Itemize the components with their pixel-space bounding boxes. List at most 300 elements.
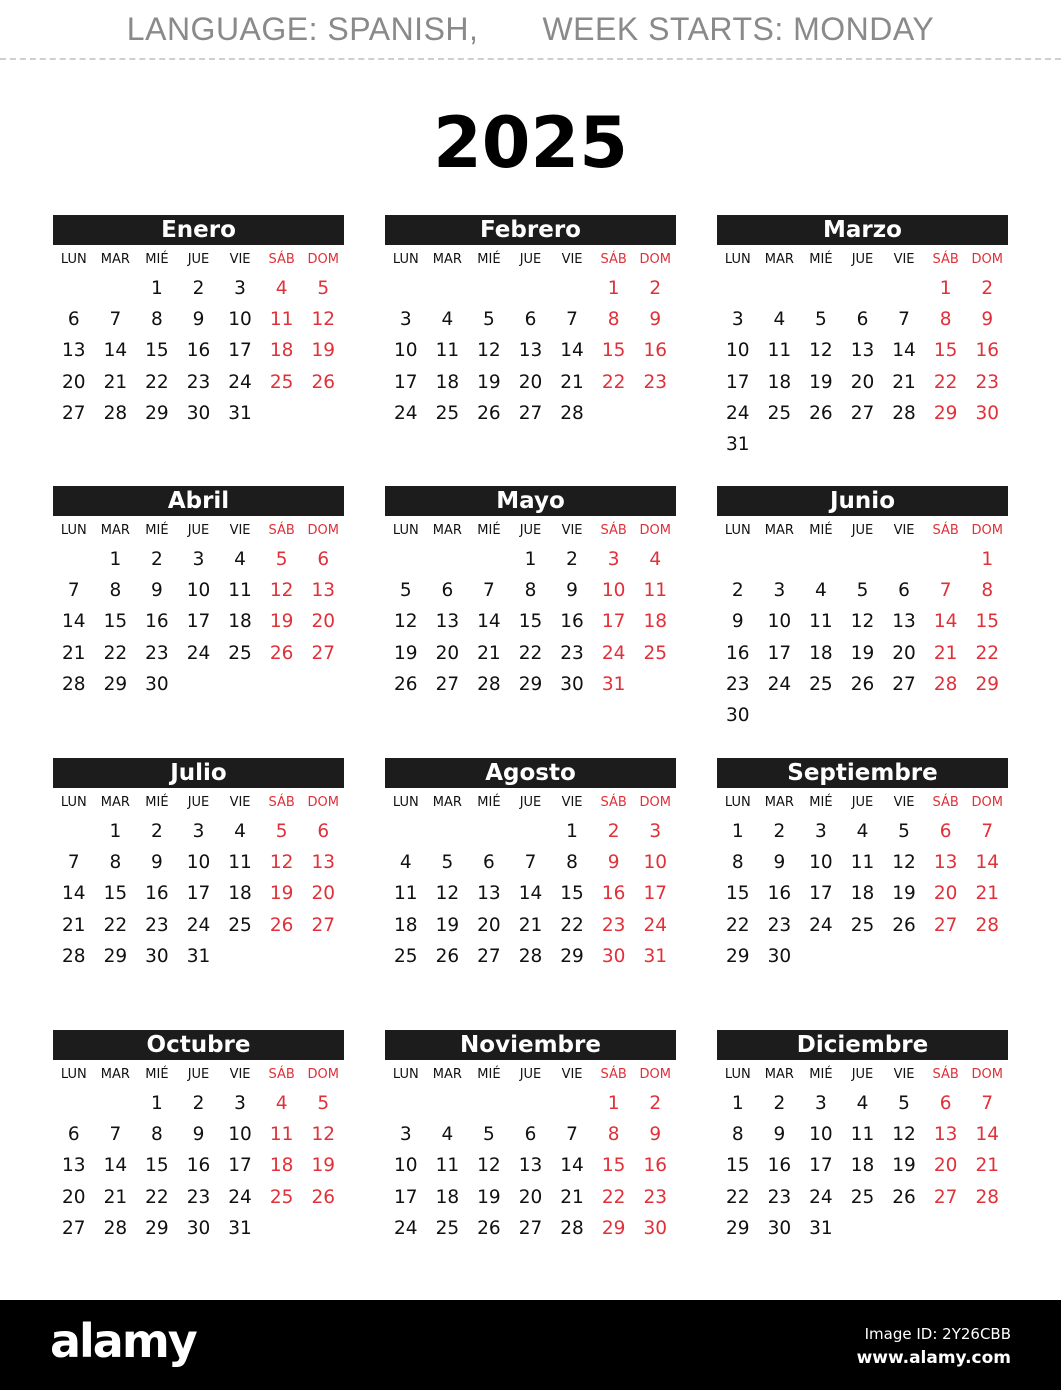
- day-number: 24: [809, 1186, 833, 1208]
- day-number: 2: [773, 1093, 786, 1114]
- image-id-block: [857, 1322, 1011, 1370]
- day-number: 14: [103, 340, 128, 362]
- day-number: 21: [62, 914, 86, 936]
- day-number: 27: [933, 914, 958, 936]
- day-number: 17: [186, 883, 211, 905]
- weekday-label: LUN: [392, 522, 419, 538]
- day-number: 19: [477, 1186, 501, 1208]
- day-number: 19: [850, 642, 875, 664]
- day-number: 19: [311, 1155, 335, 1177]
- day-number: 28: [62, 945, 86, 967]
- days-grid: [53, 273, 344, 429]
- day-number: 18: [435, 1186, 460, 1208]
- day-number: 7: [566, 1124, 578, 1146]
- day-number: 7: [524, 852, 537, 874]
- day-number: 1: [731, 1093, 744, 1114]
- day-number: 15: [518, 611, 543, 633]
- day-number: 29: [933, 402, 958, 424]
- day-number: 24: [228, 1186, 252, 1208]
- weekday-label: MIÉ: [145, 794, 169, 810]
- day-number: 8: [607, 309, 620, 331]
- day-number: 18: [643, 611, 667, 633]
- day-number: 11: [767, 340, 792, 362]
- day-number: 16: [601, 883, 626, 905]
- week-start-label: WEEK STARTS: MONDAY: [542, 11, 935, 47]
- day-number: 8: [151, 309, 163, 331]
- days-grid: [717, 1088, 1008, 1244]
- day-blank: [842, 544, 884, 575]
- day-number: 20: [518, 371, 543, 393]
- day-number: 12: [892, 852, 916, 874]
- day-number: 7: [898, 309, 910, 331]
- day-number: 18: [269, 1155, 294, 1177]
- weekday-label: LUN: [724, 794, 751, 810]
- day-number: 14: [975, 852, 999, 874]
- day-number: 15: [103, 883, 128, 905]
- weekday-label: JUE: [187, 794, 210, 810]
- day-number: 7: [566, 309, 578, 331]
- day-number: 15: [726, 1155, 750, 1177]
- weekday-label: VIE: [561, 251, 583, 267]
- day-number: 9: [151, 852, 163, 874]
- day-number: 14: [477, 611, 501, 633]
- day-number: 31: [809, 1217, 833, 1239]
- day-number: 5: [856, 580, 869, 602]
- day-number: 23: [145, 914, 169, 936]
- day-number: 30: [145, 673, 169, 695]
- day-number: 9: [566, 580, 578, 602]
- weekday-label: JUE: [851, 794, 874, 810]
- day-number: 28: [477, 673, 501, 695]
- weekday-label: MIÉ: [477, 522, 501, 538]
- weekday-label: DOM: [307, 794, 339, 810]
- day-blank: [717, 273, 759, 304]
- month-name: Octubre: [53, 1030, 344, 1060]
- day-number: 20: [477, 914, 501, 936]
- day-number: 26: [477, 402, 501, 424]
- days-grid: [385, 273, 676, 429]
- day-number: 6: [856, 309, 869, 331]
- day-number: 18: [809, 642, 833, 664]
- month-name: Abril: [53, 486, 344, 516]
- month-name: Septiembre: [717, 758, 1008, 788]
- day-number: 16: [145, 883, 169, 905]
- weekday-label: JUE: [519, 1066, 542, 1082]
- weekday-header-row: [385, 1060, 676, 1088]
- weekday-header-row: [717, 1060, 1008, 1088]
- month-agosto: [385, 758, 676, 972]
- image-id: Image ID: 2Y26CBB: [864, 1325, 1011, 1343]
- day-blank: [468, 1088, 510, 1119]
- day-number: 8: [566, 852, 578, 874]
- day-number: 12: [850, 611, 875, 633]
- day-number: 4: [649, 549, 662, 570]
- day-number: 1: [151, 278, 163, 299]
- day-blank: [385, 816, 427, 847]
- day-number: 21: [975, 883, 999, 905]
- day-number: 11: [643, 580, 667, 602]
- day-number: 2: [773, 821, 786, 842]
- weekday-label: DOM: [639, 522, 671, 538]
- weekday-label: MAR: [432, 251, 462, 267]
- day-number: 18: [767, 371, 792, 393]
- day-number: 25: [767, 402, 792, 424]
- day-number: 21: [933, 642, 958, 664]
- day-number: 15: [601, 1155, 626, 1177]
- day-blank: [53, 1088, 95, 1119]
- day-number: 21: [975, 1155, 999, 1177]
- day-number: 19: [394, 642, 418, 664]
- weekday-label: MAR: [764, 251, 794, 267]
- weekday-label: DOM: [307, 1066, 339, 1082]
- language-label: LANGUAGE: SPANISH,: [126, 11, 479, 47]
- day-number: 26: [809, 402, 833, 424]
- day-number: 22: [518, 642, 543, 664]
- day-blank: [427, 544, 469, 575]
- day-number: 14: [62, 611, 86, 633]
- day-number: 3: [815, 1093, 827, 1114]
- day-blank: [95, 273, 137, 304]
- weekday-label: SÁB: [600, 794, 627, 810]
- weekday-label: SÁB: [268, 1066, 295, 1082]
- day-number: 30: [186, 402, 211, 424]
- day-number: 6: [524, 309, 537, 331]
- day-number: 21: [560, 1186, 584, 1208]
- day-number: 28: [560, 402, 584, 424]
- day-number: 28: [103, 1217, 128, 1239]
- day-number: 14: [560, 340, 584, 362]
- day-number: 29: [103, 673, 128, 695]
- day-blank: [717, 544, 759, 575]
- day-number: 1: [566, 821, 578, 842]
- month-name: Agosto: [385, 758, 676, 788]
- day-number: 9: [981, 309, 994, 331]
- day-number: 28: [518, 945, 543, 967]
- day-number: 17: [186, 611, 211, 633]
- day-number: 9: [192, 309, 205, 331]
- day-number: 14: [560, 1155, 584, 1177]
- day-number: 12: [435, 883, 460, 905]
- day-number: 5: [483, 1124, 495, 1146]
- day-number: 20: [311, 883, 335, 905]
- day-number: 14: [62, 883, 86, 905]
- day-blank: [883, 544, 925, 575]
- day-number: 27: [518, 1217, 543, 1239]
- days-grid: [717, 816, 1008, 972]
- day-number: 28: [975, 914, 999, 936]
- month-name: Mayo: [385, 486, 676, 516]
- day-number: 31: [228, 1217, 252, 1239]
- day-number: 28: [103, 402, 128, 424]
- weekday-header-row: [53, 516, 344, 544]
- weekday-header-row: [53, 788, 344, 816]
- weekday-label: LUN: [392, 251, 419, 267]
- weekday-label: JUE: [519, 522, 542, 538]
- day-number: 26: [892, 914, 916, 936]
- day-number: 9: [151, 580, 163, 602]
- day-number: 30: [643, 1217, 667, 1239]
- day-number: 18: [228, 883, 252, 905]
- weekday-header-row: [385, 788, 676, 816]
- day-number: 23: [145, 642, 169, 664]
- day-number: 8: [981, 580, 994, 602]
- weekday-label: MAR: [100, 794, 130, 810]
- dashed-divider: [0, 58, 1061, 60]
- weekday-label: VIE: [893, 522, 915, 538]
- month-abril: [53, 486, 344, 700]
- weekday-header-row: [717, 788, 1008, 816]
- day-number: 9: [649, 1124, 662, 1146]
- weekday-label: VIE: [229, 522, 251, 538]
- day-number: 9: [607, 852, 620, 874]
- day-number: 18: [435, 371, 460, 393]
- day-number: 22: [560, 914, 584, 936]
- day-number: 29: [726, 945, 750, 967]
- day-number: 25: [643, 642, 667, 664]
- day-number: 4: [815, 580, 827, 602]
- day-number: 17: [809, 1155, 833, 1177]
- day-blank: [883, 273, 925, 304]
- day-number: 18: [228, 611, 252, 633]
- day-number: 5: [898, 1093, 910, 1114]
- day-blank: [427, 1088, 469, 1119]
- day-number: 22: [145, 1186, 169, 1208]
- day-number: 30: [186, 1217, 211, 1239]
- day-number: 24: [643, 914, 667, 936]
- day-number: 20: [933, 1155, 958, 1177]
- day-blank: [385, 544, 427, 575]
- day-number: 27: [311, 914, 335, 936]
- weekday-label: MIÉ: [477, 794, 501, 810]
- day-number: 14: [975, 1124, 999, 1146]
- day-number: 27: [435, 673, 460, 695]
- day-number: 3: [731, 309, 744, 331]
- day-number: 2: [607, 821, 620, 842]
- day-number: 8: [939, 309, 952, 331]
- weekday-label: SÁB: [600, 522, 627, 538]
- day-number: 1: [939, 278, 952, 299]
- day-number: 21: [103, 371, 128, 393]
- site-url: www.alamy.com: [856, 1348, 1011, 1368]
- day-number: 15: [560, 883, 584, 905]
- weekday-label: MAR: [764, 1066, 794, 1082]
- day-blank: [427, 273, 469, 304]
- day-number: 26: [311, 371, 335, 393]
- day-number: 29: [601, 1217, 626, 1239]
- day-blank: [800, 544, 842, 575]
- day-number: 20: [850, 371, 875, 393]
- weekday-label: DOM: [639, 251, 671, 267]
- weekday-label: MAR: [100, 251, 130, 267]
- day-number: 2: [649, 1093, 662, 1114]
- day-number: 29: [726, 1217, 750, 1239]
- day-number: 19: [892, 1155, 916, 1177]
- day-number: 30: [767, 945, 792, 967]
- weekday-label: JUE: [851, 251, 874, 267]
- day-number: 24: [394, 402, 418, 424]
- day-number: 5: [275, 821, 288, 842]
- day-number: 20: [892, 642, 916, 664]
- day-blank: [385, 1088, 427, 1119]
- day-number: 13: [62, 1155, 86, 1177]
- month-name: Junio: [717, 486, 1008, 516]
- day-number: 18: [394, 914, 418, 936]
- year-title: 2025: [433, 102, 628, 184]
- day-number: 31: [228, 402, 252, 424]
- day-blank: [385, 273, 427, 304]
- day-number: 13: [311, 852, 335, 874]
- weekday-label: DOM: [971, 522, 1003, 538]
- day-number: 22: [145, 371, 169, 393]
- day-number: 2: [649, 278, 662, 299]
- days-grid: [717, 273, 1008, 460]
- day-number: 26: [435, 945, 460, 967]
- month-febrero: [385, 215, 676, 429]
- weekday-label: SÁB: [268, 794, 295, 810]
- weekday-label: SÁB: [268, 251, 295, 267]
- day-number: 28: [560, 1217, 584, 1239]
- day-number: 7: [483, 580, 495, 602]
- weekday-label: MIÉ: [809, 522, 833, 538]
- day-blank: [510, 273, 552, 304]
- day-number: 16: [726, 642, 750, 664]
- days-grid: [385, 544, 676, 700]
- month-julio: [53, 758, 344, 972]
- weekday-label: DOM: [307, 251, 339, 267]
- day-number: 24: [186, 642, 211, 664]
- weekday-label: JUE: [519, 251, 542, 267]
- weekday-label: DOM: [639, 1066, 671, 1082]
- day-number: 13: [518, 1155, 543, 1177]
- weekday-label: DOM: [971, 251, 1003, 267]
- day-number: 11: [435, 1155, 460, 1177]
- day-number: 22: [601, 371, 626, 393]
- weekday-header-row: [385, 245, 676, 273]
- day-number: 13: [933, 1124, 958, 1146]
- day-number: 21: [103, 1186, 128, 1208]
- day-blank: [510, 816, 552, 847]
- day-number: 31: [601, 673, 626, 695]
- day-number: 19: [311, 340, 335, 362]
- day-number: 1: [731, 821, 744, 842]
- day-number: 18: [269, 340, 294, 362]
- weekday-label: VIE: [561, 794, 583, 810]
- day-number: 7: [67, 580, 80, 602]
- day-number: 4: [856, 821, 869, 842]
- day-number: 31: [186, 945, 211, 967]
- day-number: 20: [311, 611, 335, 633]
- weekday-label: LUN: [724, 251, 751, 267]
- weekday-label: VIE: [229, 1066, 251, 1082]
- month-name: Noviembre: [385, 1030, 676, 1060]
- day-number: 8: [109, 852, 122, 874]
- day-blank: [53, 273, 95, 304]
- day-number: 11: [850, 1124, 875, 1146]
- day-number: 22: [933, 371, 958, 393]
- day-number: 3: [773, 580, 786, 602]
- day-number: 20: [933, 883, 958, 905]
- month-name: Enero: [53, 215, 344, 245]
- day-number: 9: [649, 309, 662, 331]
- day-number: 10: [809, 1124, 833, 1146]
- day-number: 9: [773, 852, 786, 874]
- day-number: 3: [234, 1093, 246, 1114]
- months-grid: [53, 215, 1008, 1275]
- day-number: 11: [394, 883, 418, 905]
- day-number: 17: [228, 1155, 252, 1177]
- weekday-label: MIÉ: [809, 251, 833, 267]
- day-number: 7: [981, 1093, 994, 1114]
- day-number: 2: [151, 821, 163, 842]
- day-number: 6: [939, 1093, 952, 1114]
- days-grid: [385, 1088, 676, 1244]
- top-banner: [0, 0, 1061, 58]
- day-number: 2: [192, 278, 205, 299]
- weekday-label: SÁB: [932, 794, 959, 810]
- weekday-label: LUN: [724, 1066, 751, 1082]
- day-number: 31: [643, 945, 667, 967]
- day-number: 17: [394, 371, 418, 393]
- day-number: 19: [809, 371, 833, 393]
- day-number: 14: [518, 883, 543, 905]
- weekday-header-row: [53, 1060, 344, 1088]
- day-number: 3: [192, 821, 205, 842]
- day-number: 27: [311, 642, 335, 664]
- weekday-label: LUN: [60, 794, 87, 810]
- weekday-label: LUN: [392, 794, 419, 810]
- weekday-label: MIÉ: [145, 1066, 169, 1082]
- day-number: 25: [850, 914, 875, 936]
- month-enero: [53, 215, 344, 429]
- day-number: 13: [892, 611, 916, 633]
- day-number: 22: [975, 642, 999, 664]
- day-blank: [53, 544, 95, 575]
- day-number: 7: [939, 580, 952, 602]
- day-number: 25: [394, 945, 418, 967]
- day-number: 19: [892, 883, 916, 905]
- day-number: 15: [975, 611, 999, 633]
- day-number: 16: [560, 611, 584, 633]
- day-number: 22: [601, 1186, 626, 1208]
- day-number: 23: [186, 371, 211, 393]
- month-septiembre: [717, 758, 1008, 972]
- day-number: 27: [933, 1186, 958, 1208]
- day-number: 12: [311, 309, 335, 331]
- day-number: 26: [394, 673, 418, 695]
- day-blank: [510, 1088, 552, 1119]
- day-number: 16: [643, 340, 667, 362]
- day-blank: [800, 273, 842, 304]
- day-number: 25: [269, 1186, 294, 1208]
- day-number: 10: [809, 852, 833, 874]
- day-number: 28: [933, 673, 958, 695]
- day-number: 23: [767, 914, 792, 936]
- day-number: 16: [767, 883, 792, 905]
- day-number: 6: [483, 852, 495, 874]
- day-number: 28: [892, 402, 916, 424]
- day-number: 21: [518, 914, 543, 936]
- day-number: 29: [145, 402, 169, 424]
- day-number: 13: [311, 580, 335, 602]
- day-number: 26: [269, 642, 294, 664]
- day-number: 4: [441, 1124, 454, 1146]
- day-number: 30: [145, 945, 169, 967]
- day-number: 1: [524, 549, 537, 570]
- day-number: 24: [228, 371, 252, 393]
- day-number: 12: [892, 1124, 916, 1146]
- day-number: 12: [311, 1124, 335, 1146]
- weekday-label: VIE: [561, 522, 583, 538]
